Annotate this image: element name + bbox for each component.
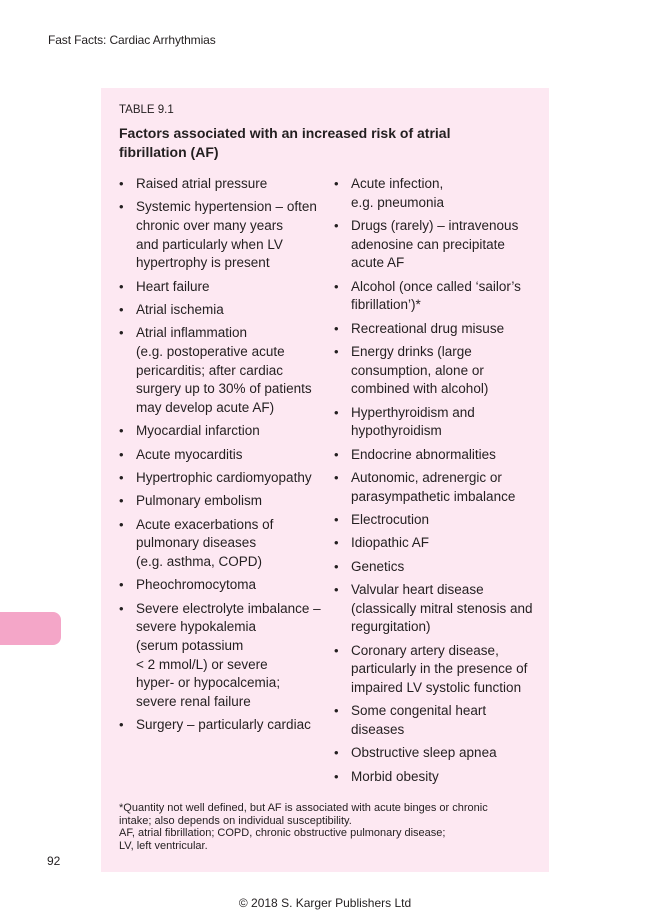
bullet-icon: • [334, 218, 339, 233]
list-item [334, 469, 539, 506]
list-item [119, 278, 327, 297]
list-item [334, 642, 539, 698]
list-item [334, 343, 539, 399]
list-item-text: Energy drinks (large consumption, alone or combined with alcohol) [351, 344, 489, 397]
bullet-icon: • [119, 717, 124, 733]
bullet-icon: • [334, 344, 339, 359]
bullet-icon: • [334, 320, 339, 336]
list-item-text: Acute myocarditis [136, 446, 243, 462]
bullet-icon: • [119, 516, 124, 532]
list-item-text: Hyperthyroidism and hypothyroidism [351, 404, 475, 439]
list-item [119, 446, 327, 465]
bullet-icon: • [119, 176, 124, 191]
list-item [334, 581, 539, 637]
bullet-icon: • [334, 768, 339, 784]
list-item-text: Idiopathic AF [351, 535, 430, 551]
list-item-text: Electrocution [351, 512, 430, 527]
bullet-icon: • [334, 278, 339, 294]
table-title: Factors associated with an increased risk of atrial fibrillation (AF) [119, 125, 451, 160]
list-item-text: Atrial ischemia [136, 302, 224, 317]
list-item [334, 558, 539, 577]
bullet-icon: • [334, 581, 339, 597]
list-item-text: Systemic hypertension – often chronic over many years and particularly when LV hypertrophy is present [136, 199, 317, 271]
list-item-text: Pulmonary embolism [136, 493, 263, 509]
list-item [119, 301, 327, 320]
bullet-icon: • [334, 535, 339, 551]
bullet-icon: • [334, 512, 339, 527]
list-item [119, 716, 327, 735]
bullet-icon: • [119, 423, 124, 439]
list-item [119, 175, 327, 194]
list-item [334, 278, 539, 315]
bullet-icon: • [334, 176, 339, 191]
bullet-icon: • [119, 600, 124, 616]
list-item-text: Drugs (rarely) – intravenous adenosine can precipitate acute AF [351, 218, 519, 271]
table-footnote: *Quantity not well defined, but AF is associated with acute binges or chronic intake; also depends on individual susceptibility. AF, atrial fibrillation; COPD, chronic obstructive pulmonary disease; LV, left ventricular. [119, 802, 488, 852]
list-item [334, 446, 539, 465]
list-item-text: Some congenital heart diseases [351, 703, 487, 737]
list-item-text: Atrial inflammation (e.g. postoperative acute pericarditis; after cardiac surgery up to 30% of patients may develop acute AF) [136, 325, 312, 416]
chapter-side-tab [0, 612, 61, 645]
list-item-text: Raised atrial pressure [136, 176, 268, 191]
list-item [334, 768, 539, 787]
list-item [334, 702, 539, 739]
list-item-text: Pheochromocytoma [136, 577, 257, 593]
list-item [119, 516, 327, 572]
bullet-icon: • [119, 302, 124, 317]
right-column-list [334, 175, 539, 791]
bullet-icon: • [334, 745, 339, 761]
page-number: 92 [47, 854, 61, 868]
list-item-text: Hypertrophic cardiomyopathy [136, 470, 312, 485]
bullet-icon: • [334, 642, 339, 658]
bullet-icon: • [119, 199, 124, 215]
bullet-icon: • [119, 446, 124, 462]
bullet-icon: • [334, 558, 339, 574]
list-item-text: Severe electrolyte imbalance – severe hypokalemia (serum potassium < 2 mmol/L) or severe hyper- or hypocalcemia; severe renal failure [136, 600, 321, 710]
bullet-icon: • [119, 470, 124, 485]
list-item-text: Morbid obesity [351, 768, 439, 784]
list-item-text: Genetics [351, 558, 405, 574]
bullet-icon: • [334, 404, 339, 420]
list-item [334, 175, 539, 212]
table-panel [101, 88, 549, 872]
list-item [119, 492, 327, 511]
list-item [119, 198, 327, 273]
list-item [334, 511, 539, 530]
bullet-icon: • [119, 325, 124, 341]
bullet-icon: • [334, 470, 339, 485]
list-item-text: Endocrine abnormalities [351, 446, 496, 462]
bullet-icon: • [119, 493, 124, 509]
left-column-list [119, 175, 327, 740]
copyright-notice: © 2018 S. Karger Publishers Ltd [238, 896, 412, 910]
list-item [119, 469, 327, 488]
list-item [334, 744, 539, 763]
bullet-icon: • [119, 278, 124, 294]
list-item [334, 217, 539, 273]
list-item-text: Acute exacerbations of pulmonary diseases (e.g. asthma, COPD) [136, 516, 274, 569]
bullet-icon: • [334, 703, 339, 719]
list-item-text: Alcohol (once called ‘sailor’s fibrillation’)* [351, 278, 521, 313]
bullet-icon: • [119, 577, 124, 593]
list-item [334, 534, 539, 553]
list-item-text: Acute infection, e.g. pneumonia [351, 176, 445, 210]
list-item-text: Obstructive sleep apnea [351, 745, 497, 761]
list-item [119, 600, 327, 712]
list-item [334, 404, 539, 441]
list-item-text: Valvular heart disease (classically mitral stenosis and regurgitation) [351, 581, 533, 635]
list-item-text: Coronary artery disease, particularly in the presence of impaired LV systolic function [351, 642, 528, 695]
list-item [119, 422, 327, 441]
list-item [119, 576, 327, 595]
list-item-text: Recreational drug misuse [351, 320, 505, 336]
list-item-text: Heart failure [136, 278, 210, 294]
running-header: Fast Facts: Cardiac Arrhythmias [48, 33, 216, 47]
list-item-text: Autonomic, adrenergic or parasympathetic imbalance [351, 470, 516, 504]
table-label: TABLE 9.1 [119, 104, 174, 116]
bullet-icon: • [334, 446, 339, 462]
list-item-text: Myocardial infarction [136, 423, 260, 439]
list-item-text: Surgery – particularly cardiac [136, 717, 311, 733]
list-item [334, 320, 539, 339]
list-item [119, 324, 327, 418]
